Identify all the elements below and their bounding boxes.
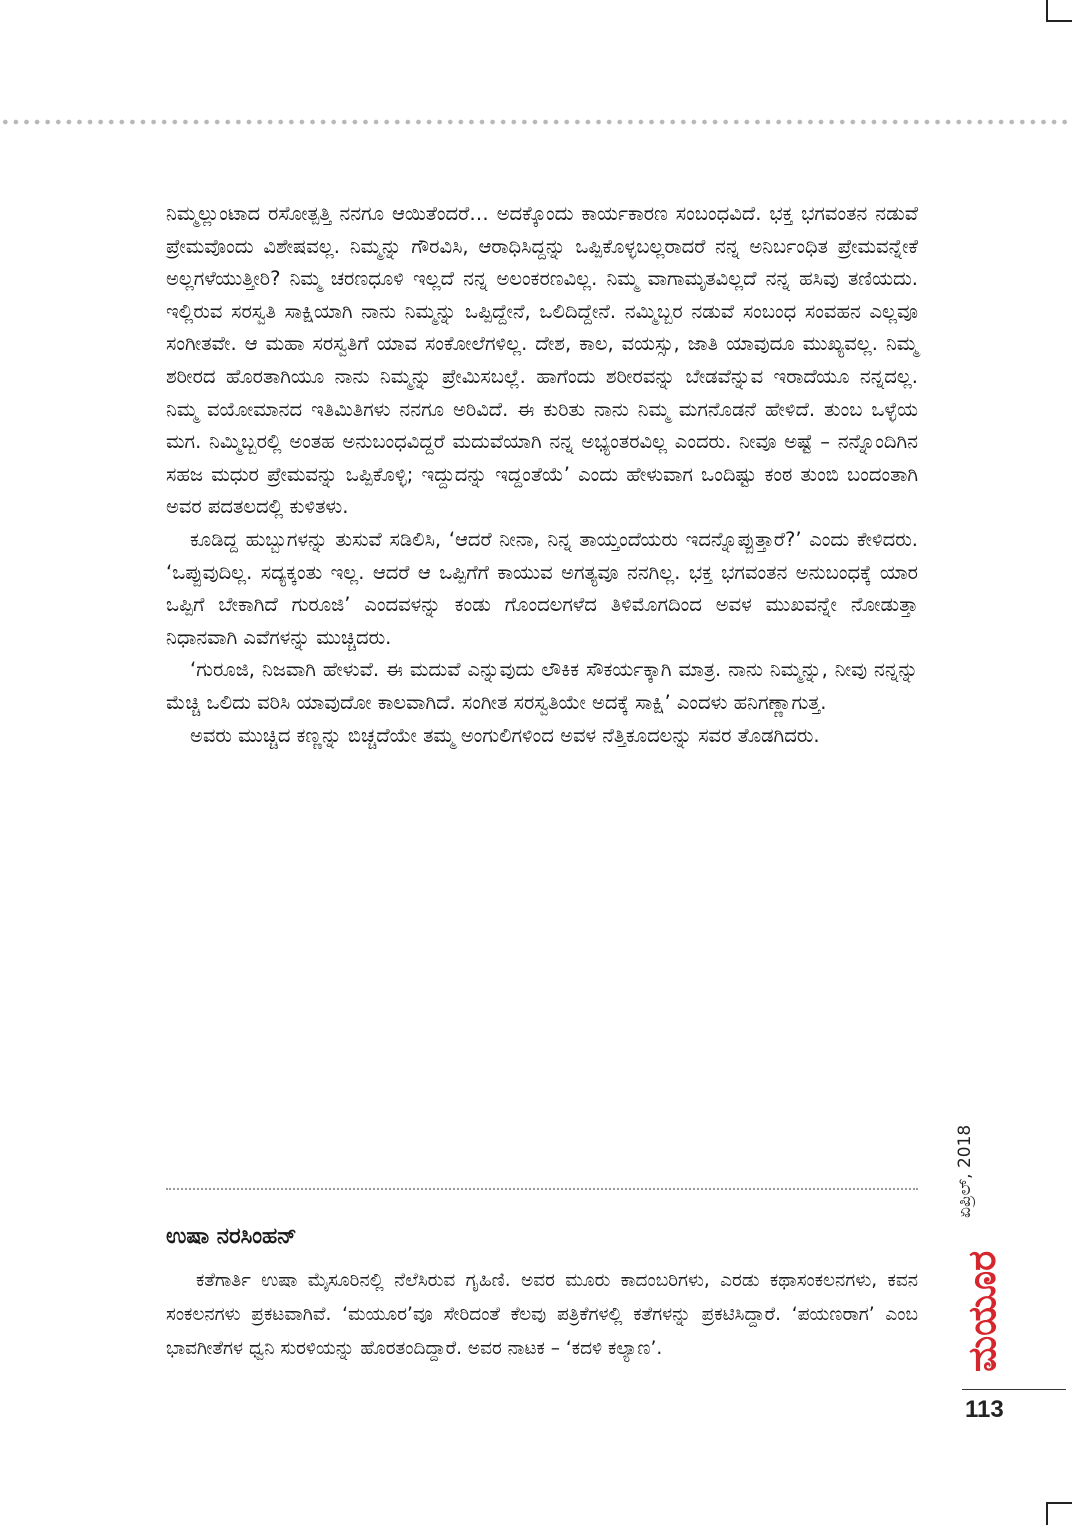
author-bio: [166, 1222, 918, 1366]
header-dotted-divider: [0, 119, 1072, 125]
story-body: [166, 198, 918, 752]
crop-mark-bottom-right-vertical: [1046, 1502, 1048, 1525]
story-paragraph: ನಿಮ್ಮಲ್ಲುಂಟಾದ ರಸೋತ್ಪತ್ತಿ ನನಗೂ ಆಯಿತೆಂದರೆ… ಅದಕ್ಕೊಂದು ಕಾರ್ಯಕಾರಣ ಸಂಬಂಧವಿದೆ. ಭಕ್ತ ಭಗವಂತನ ನಡುವೆ ಪ್ರೇಮವೊಂದು ವಿಶೇಷವಲ್ಲ. ನಿಮ್ಮನ್ನು ಗೌರವಿಸಿ, ಆರಾಧಿಸಿದ್ದನ್ನು ಒಪ್ಪಿಕೊಳ್ಳಬಲ್ಲರಾದರೆ ನನ್ನ ಅನಿರ್ಬಂಧಿತ ಪ್ರೇಮವನ್ನೇಕೆ ಅಲ್ಲಗಳೆಯುತ್ತೀರಿ? ನಿಮ್ಮ ಚರಣಧೂಳಿ ಇಲ್ಲದೆ ನನ್ನ ಅಲಂಕರಣವಿಲ್ಲ. ನಿಮ್ಮ ವಾಗಾಮೃತವಿಲ್ಲದೆ ನನ್ನ ಹಸಿವು ತಣಿಯದು. ಇಲ್ಲಿರುವ ಸರಸ್ವತಿ ಸಾಕ್ಷಿಯಾಗಿ ನಾನು ನಿಮ್ಮನ್ನು ಒಪ್ಪಿದ್ದೇನೆ, ಒಲಿದಿದ್ದೇನೆ. ನಮ್ಮಿಬ್ಬರ ನಡುವೆ ಸಂಬಂಧ ಸಂವಹನ ಎಲ್ಲವೂ ಸಂಗೀತವೇ. ಆ ಮಹಾ ಸರಸ್ವತಿಗೆ ಯಾವ ಸಂಕೋಲೆಗಳಿಲ್ಲ. ದೇಶ, ಕಾಲ, ವಯಸ್ಸು, ಜಾತಿ ಯಾವುದೂ ಮುಖ್ಯವಲ್ಲ. ನಿಮ್ಮ ಶರೀರದ ಹೊರತಾಗಿಯೂ ನಾನು ನಿಮ್ಮನ್ನು ಪ್ರೇಮಿಸಬಲ್ಲೆ. ಹಾಗೆಂದು ಶರೀರವನ್ನು ಬೇಡವೆನ್ನುವ ಇರಾದೆಯೂ ನನ್ನದಲ್ಲ. ನಿಮ್ಮ ವಯೋಮಾನದ ಇತಿಮಿತಿಗಳು ನನಗೂ ಅರಿವಿದೆ. ಈ ಕುರಿತು ನಾನು ನಿಮ್ಮ ಮಗನೊಡನೆ ಹೇಳಿದೆ. ತುಂಬ ಒಳ್ಳೆಯ ಮಗ. ನಿಮ್ಮಿಬ್ಬರಲ್ಲಿ ಅಂತಹ ಅನುಬಂಧವಿದ್ದರೆ ಮದುವೆಯಾಗಿ ನನ್ನ ಅಭ್ಯಂತರವಿಲ್ಲ ಎಂದರು. ನೀವೂ ಅಷ್ಟೆ – ನನ್ನೊಂದಿಗಿನ ಸಹಜ ಮಧುರ ಪ್ರೇಮವನ್ನು ಒಪ್ಪಿಕೊಳ್ಳಿ; ಇದ್ದುದನ್ನು ಇದ್ದಂತೆಯೆ’ ಎಂದು ಹೇಳುವಾಗ ಒಂದಿಷ್ಟು ಕಂಠ ತುಂಬಿ ಬಂದಂತಾಗಿ ಅವರ ಪದತಲದಲ್ಲಿ ಕುಳಿತಳು.: [166, 202, 918, 519]
page-number: 113: [965, 1396, 1004, 1423]
author-name: ಉಷಾ ನರಸಿಂಹನ್: [166, 1224, 297, 1249]
story-paragraph: ಕೂಡಿದ್ದ ಹುಬ್ಬುಗಳನ್ನು ತುಸುವೆ ಸಡಿಲಿಸಿ, ‘ಆದರೆ ನೀನಾ, ನಿನ್ನ ತಾಯ್ತಂದೆಯರು ಇದನ್ನೊಪ್ಪುತ್ತಾರೆ?’ ಎಂದು ಕೇಳಿದರು. ‘ಒಪ್ಪುವುದಿಲ್ಲ. ಸದ್ಯಕ್ಕಂತು ಇಲ್ಲ. ಆದರೆ ಆ ಒಪ್ಪಿಗೆಗೆ ಕಾಯುವ ಅಗತ್ಯವೂ ನನಗಿಲ್ಲ. ಭಕ್ತ ಭಗವಂತನ ಅನುಬಂಧಕ್ಕೆ ಯಾರ ಒಪ್ಪಿಗೆ ಬೇಕಾಗಿದೆ ಗುರೂಜಿ’ ಎಂದವಳನ್ನು ಕಂಡು ಗೊಂದಲಗಳೆದ ತಿಳಿಮೊಗದಿಂದ ಅವಳ ಮುಖವನ್ನೇ ನೋಡುತ್ತಾ ನಿಧಾನವಾಗಿ ಎವೆಗಳನ್ನು ಮುಚ್ಚಿದರು.: [166, 527, 918, 649]
story-paragraph: ಅವರು ಮುಚ್ಚಿದ ಕಣ್ಣನ್ನು ಬಿಚ್ಚದೆಯೇ ತಮ್ಮ ಅಂಗುಲಿಗಳಿಂದ ಅವಳ ನೆತ್ತಿಕೂದಲನ್ನು ಸವರ ತೊಡಗಿದರು.: [190, 723, 820, 747]
crop-mark-bottom-right-horizontal: [1046, 1502, 1072, 1504]
crop-mark-top-right-horizontal: [1046, 20, 1072, 22]
bio-dotted-divider: [166, 1188, 918, 1190]
issue-date: ಏಪ್ರಿಲ್, 2018: [955, 1124, 975, 1218]
story-paragraph: ‘ಗುರೂಜಿ, ನಿಜವಾಗಿ ಹೇಳುವೆ. ಈ ಮದುವೆ ಎನ್ನುವುದು ಲೌಕಿಕ ಸೌಕರ್ಯಕ್ಕಾಗಿ ಮಾತ್ರ. ನಾನು ನಿಮ್ಮನ್ನು, ನೀವು ನನ್ನನ್ನು ಮೆಚ್ಚಿ ಒಲಿದು ವರಿಸಿ ಯಾವುದೋ ಕಾಲವಾಗಿದೆ. ಸಂಗೀತ ಸರಸ್ವತಿಯೇ ಅದಕ್ಕೆ ಸಾಕ್ಷಿ’ ಎಂದಳು ಹನಿಗಣ್ಣಾಗುತ್ತ.: [166, 658, 918, 714]
author-bio-text: ಕತೆಗಾರ್ತಿ ಉಷಾ ಮೈಸೂರಿನಲ್ಲಿ ನೆಲೆಸಿರುವ ಗೃಹಿಣಿ. ಅವರ ಮೂರು ಕಾದಂಬರಿಗಳು, ಎರಡು ಕಥಾಸಂಕಲನಗಳು, ಕವನ ಸಂಕಲನಗಳು ಪ್ರಕಟವಾಗಿವೆ. ‘ಮಯೂರ’ವೂ ಸೇರಿದಂತೆ ಕೆಲವು ಪತ್ರಿಕೆಗಳಲ್ಲಿ ಕತೆಗಳನ್ನು ಪ್ರಕಟಿಸಿದ್ದಾರೆ. ‘ಪಯಣರಾಗ’ ಎಂಬ ಭಾವಗೀತೆಗಳ ಧ್ವನಿ ಸುರಳಿಯನ್ನು ಹೊರತಂದಿದ್ದಾರೆ. ಅವರ ನಾಟಕ – ‘ಕದಳಿ ಕಲ್ಯಾಣ’.: [166, 1270, 918, 1359]
page-number-rule: [962, 1389, 1066, 1390]
magazine-logo: ಮಯೂರ: [960, 1250, 1004, 1372]
crop-mark-top-right-vertical: [1046, 0, 1048, 22]
